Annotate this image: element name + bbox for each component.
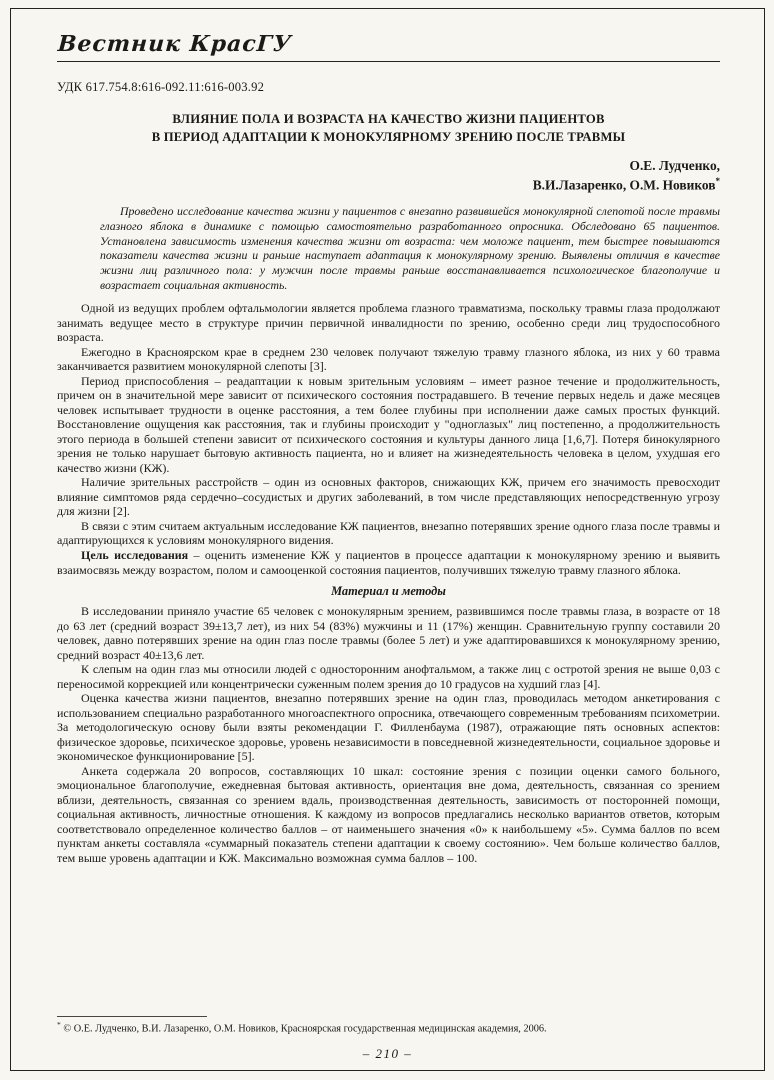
copyright-footnote xyxy=(57,1016,718,1036)
article-body xyxy=(57,301,720,577)
author-names: В.И.Лазаренко, О.М. Новиков xyxy=(532,177,716,193)
methods-paragraph: Анкета содержала 20 вопросов, составляющих 10 шкал: состояние зрения с позиции оценки самого больного, эмоциональное благополучие, ежедневная бытовая активность, ориентация вне дома, деятельность, связанная со зрением вблизи, деятельность, связанная со зрением вдаль, производственная деятельность, зависимость от посторонней помощи, социальная активность, личностные отношения. К каждому из вопросов предлагались несколько вариантов ответов, которым соответствовало определенное количество баллов – от наименьшего значения «0» к наибольшему «5». Сумма баллов по всем пунктам анкеты составляла «суммарный показатель степени адаптации к своему состоянию». Чем больше количество баллов, тем выше уровень адаптации и КЖ. Максимально возможная сумма баллов – 100. xyxy=(57,763,720,865)
goal-paragraph xyxy=(57,548,720,577)
methods-section xyxy=(57,604,720,865)
header-rule xyxy=(57,61,720,62)
udc-number: УДК 617.754.8:616-092.11:616-003.92 xyxy=(57,80,265,94)
body-paragraph: Период приспособления – реадаптации к новым зрительным условиям – имеет разное течение и продолжительность, причем он в значительной мере зависит от психического состояния пострадавшего. В течение первых недель и даже месяцев человек испытывает трудности в оценке расстояния, а тем более глубины при исполнении даже самых простых функций. Восстановление ощущения как расстояния, так и глубины происходит у "одноглазых" лиц постепенно, а продолжительность этого периода в большей степени зависит от психического состояния и культуры данного лица [1,6,7]. Потеря бинокулярного зрения не только нарушает бытовую активность пациента, но и влияет на жизнедеятельность человека в целом, ухудшая его качество жизни (КЖ). xyxy=(57,373,720,475)
footnote-separator-rule xyxy=(57,1016,207,1017)
footnote-text: © О.Е. Лудченко, В.И. Лазаренко, О.М. Новиков, Красноярская государственная медицинская академия, 2006. xyxy=(60,1023,547,1035)
body-paragraph: Ежегодно в Красноярском крае в среднем 230 человек получают тяжелую травму глазного яблока, из них у 60 травма заканчивается развитием монокулярной слепоты [3]. xyxy=(57,344,720,374)
author-line-1: О.Е. Лудченко, xyxy=(629,157,720,173)
authors-block xyxy=(57,157,720,195)
methods-paragraph: К слепым на один глаз мы относили людей с односторонним анофтальмом, а также лиц с остротой зрения не выше 0,03 с переносимой коррекцией или концентрически суженным полем зрения до 10 градусов на худший глаз [4]. xyxy=(57,662,720,691)
body-paragraph: В связи с этим считаем актуальным исследование КЖ пациентов, внезапно потерявших зрение одного глаза после травмы и адаптирующихся к условиям монокулярного видения. xyxy=(57,518,720,548)
body-paragraph: Наличие зрительных расстройств – один из основных факторов, снижающих КЖ, причем его значимость превосходит влияние симптомов ряда сердечно–сосудистых и других заболеваний, в том числе представляющих непосредственную угрозу для жизни [2]. xyxy=(57,475,720,519)
author-line-2 xyxy=(57,175,720,195)
methods-paragraph: В исследовании приняло участие 65 человек с монокулярным зрением, развившимся после травмы глаза, в возрасте от 18 до 63 лет (средний возраст 39±13,7 лет), из них 54 (83%) мужчины и 11 (17%) женщин. Сравнительную группу составили 20 человек, давно потерявших зрение на один глаз после травмы (более 5 лет) и уже адаптировавшихся к монокулярному зрению, средний возраст 40±13,6 лет. xyxy=(57,604,720,662)
methods-paragraph: Оценка качества жизни пациентов, внезапно потерявших зрение на один глаз, проводилась методом анкетирования с использованием специально разработанного многоаспектного опросника, отвечающего современным требованиям психометрии. За методологическую основу были взяты рекомендации Г. Филленбаума (1987), отражающие пять основных аспектов: физическое здоровье, психическое здоровье, уровень независимости в повседневной жизнедеятельности, социальное здоровье и экономическое функционирование [5]. xyxy=(57,691,720,764)
goal-rest-text: – оценить изменение КЖ у пациентов в процессе адаптации к монокулярному зрению и выявить взаимосвязь между возрастом, полом и самооценкой состояния пациентов, получивших тяжелую травму глазного яблока. xyxy=(57,547,721,577)
section-heading-materials-methods: Материал и методы xyxy=(331,584,446,599)
page-border-frame xyxy=(10,8,765,1071)
body-paragraph: Одной из ведущих проблем офтальмологии является проблема глазного травматизма, поскольку травмы глаза продолжают занимать ведущее место в структуре причин первичной инвалидности по зрению, особенно среди лиц трудоспособного возраста. xyxy=(57,301,720,345)
article-title xyxy=(57,110,720,147)
article-title-line2: В ПЕРИОД АДАПТАЦИИ К МОНОКУЛЯРНОМУ ЗРЕНИЮ ПОСЛЕ ТРАВМЫ xyxy=(151,130,626,145)
author-footnote-marker: * xyxy=(715,175,720,186)
journal-logo: Вестник КрасГУ xyxy=(57,31,293,57)
abstract-text: Проведено исследование качества жизни у пациентов с внезапно развившейся монокулярной слепотой после травмы глазного яблока в динамике с помощью самостоятельно разработанного опросника. Обследовано 65 пациентов. Установлена зависимость изменения качества жизни от возраста: чем моложе пациент, тем быстрее повышаются показатели качества жизни и раньше наступает адаптация к монокулярному зрению. Выявлены отличия в качестве жизни лиц различного пола: у мужчин после травмы раньше восстанавливается психологическое благополучие и возрастает социальная активность. xyxy=(100,204,720,292)
footnote-marker: * xyxy=(57,1019,61,1029)
article-title-line1: ВЛИЯНИЕ ПОЛА И ВОЗРАСТА НА КАЧЕСТВО ЖИЗНИ ПАЦИЕНТОВ xyxy=(172,112,605,126)
goal-lead-bold: Цель исследования xyxy=(81,547,189,562)
page-number: – 210 – xyxy=(362,1046,413,1061)
